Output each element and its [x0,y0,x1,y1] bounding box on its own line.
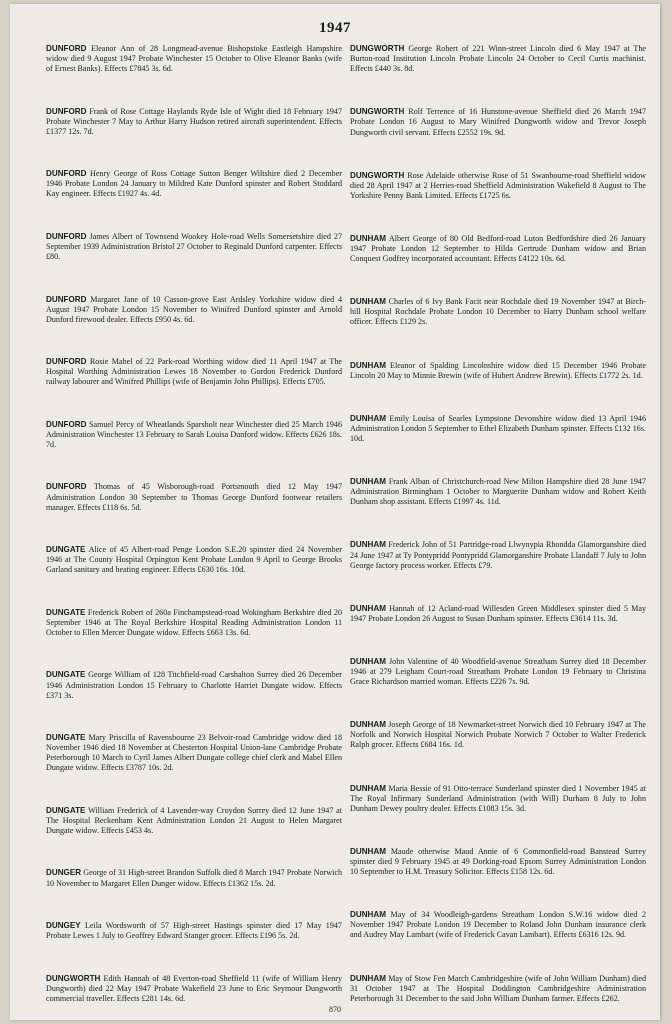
entry-surname: DUNGWORTH [350,44,405,53]
probate-entry [350,234,646,264]
entry-surname: DUNHAM [350,233,386,243]
entry-text: Rosie Mabel of 22 Park-road Worthing widow died 11 April 1947 at The Hospital Worthing Administration Lewes 18 November to Gordon Frederick Dunford railway labourer and Winifred Phillips (wife of Benjamin John Phillips). Effects £705. [46,357,342,387]
entry-surname: DUNHAM [350,540,386,550]
entry-text: William Frederick of 4 Lavender-way Croydon Surrey died 12 June 1947 at The Hospital Beckenham Kent Administration London 21 August to Helen Margaret Dungate widow. Effects £453 4s. [46,805,342,835]
entry-surname: DUNFORD [46,294,87,304]
entry-text: Hannah of 12 Acland-road Willesden Green Middlesex spinster died 5 May 1947 Probate London 26 August to Susan Dunham spinster. Effects £3614 11s. 3d. [350,603,646,623]
right-column [350,44,646,1004]
page-number: 870 [329,1005,341,1014]
entry-surname: DUNGWORTH [46,973,101,983]
entry-text: James Albert of Townsend Wookey Hole-road Wells Somersetshire died 27 September 1939 Administration Bristol 27 October to Reginald Dunford carpenter. Effects £80. [46,231,342,262]
entry-surname: DUNGATE [46,545,86,555]
entry-surname: DUNHAM [350,846,386,856]
entry-text: Leila Wordsworth of 57 High-street Hastings spinster died 17 May 1947 Probate Lewes 1 July to Geoffrey Edward Stanger grocer. Effects £196 5s. 2d. [46,920,342,941]
probate-entry [46,295,342,325]
entry-surname: DUNHAM [350,297,386,307]
entry-surname: DUNGEY [46,920,81,930]
probate-entry [46,357,342,387]
entry-surname: DUNFORD [46,106,87,116]
probate-entry [350,847,646,877]
probate-entry [46,608,342,638]
probate-entry [350,44,646,74]
probate-entry [350,414,646,444]
entry-text: Maude otherwise Maud Annie of 6 Commonfield-road Banstead Surrey spinster died 9 February 1945 at 49 Dorking-road Epsom Surrey Administration London 10 September to H.M. Treasury Solicitor. Effects £158 12s. 6d. [350,846,646,877]
left-column [46,44,342,1004]
entry-surname: DUNHAM [350,783,386,793]
probate-entry [46,868,342,888]
entry-surname: DUNHAM [350,656,386,666]
register-page [10,4,660,1020]
entry-text: George of 31 High-street Brandon Suffolk died 8 March 1947 Probate Norwich 10 November to Margaret Ellen Dunger widow. Effects £1362 15s. 2d. [46,868,342,888]
entry-text: Eleanor Ann of 28 Longmead-avenue Bishopstoke Eastleigh Hampshire widow died 9 August 1947 Probate Winchester 15 October to Olive Eleanor Banks (wife of Ernest Banks). Effects £7845 3s. 6d. [46,44,342,74]
entry-text: Frank Alban of Christchurch-road New Milton Hampshire died 28 June 1947 Administration Birmingham 1 October to Marguerite Dunham widow and Robert Keith Dunham shop assistant. Effects £1997 4s. 11d. [350,477,646,507]
entry-surname: DUNGATE [46,733,86,743]
entry-text: Rolf Terrence of 16 Hunstone-avenue Sheffield died 26 March 1947 Probate London 16 August to Mary Winifred Dungworth widow and Trevor Joseph Dungworth civil servant. Effects £2552 19s. 9d. [350,107,646,137]
entry-text: Rose Adelaide otherwise Rose of 51 Swanbourne-road Sheffield widow died 28 April 1947 at 2 Herries-road Sheffield Administration Wakefield 8 August to The Yorkshire Penny Bank Limited. Effects £1725 6s. [350,170,646,200]
probate-entry [350,974,646,1004]
entry-surname: DUNGER [46,868,82,878]
entry-surname: DUNGATE [46,607,86,617]
probate-entry [46,232,342,262]
entry-surname: DUNGWORTH [350,107,405,117]
probate-entry [350,361,646,381]
entry-surname: DUNFORD [46,482,87,492]
entry-surname: DUNFORD [46,357,87,367]
entry-text: Eleanor of Spalding Lincolnshire widow died 15 December 1946 Probate Lincoln 20 May to Minnie Brewin (wife of Hubert Andrew Brewin). Effects £1772 2s. 1d. [350,360,647,380]
entry-surname: DUNGATE [46,670,86,680]
probate-entry [46,806,342,836]
entry-text: Henry George of Ross Cottage Sutton Benger Wiltshire died 2 December 1946 Probate London 24 January to Mildred Kate Dunford spinster and Robert Stoddard Kay engineer. Effects £1927 4s. 4d. [46,169,342,199]
entry-text: Maria Bessie of 91 Otto-terrace Sunderland spinster died 1 November 1945 at The Royal Infirmary Sunderland Administration (with Will) Durham 8 July to John Dunham Dewey poultry dealer. Effects £1083 15s. 3d. [350,783,646,813]
entry-text: John Valentine of 40 Woodfield-avenue Streatham Surrey died 18 December 1946 at 279 Leigham Court-road Streatham Probate London 19 February to Christina Grace Richardson married woman. Effects £226 7s. 9d. [350,656,647,687]
entry-text: Samuel Percy of Wheatlands Sparsholt near Winchester died 25 March 1946 Administration Winchester 13 February to Sarah Louisa Dunford widow. Effects £626 18s. 7d. [46,419,342,450]
probate-entry [350,910,646,940]
probate-entry [350,784,646,814]
entry-surname: DUNGATE [46,805,86,815]
probate-entry [46,482,342,512]
entry-text: Mary Priscilla of Ravensbourne 23 Belvoir-road Cambridge widow died 18 November 1946 died 18 November at Chesterton Hospital Union-lane Cambridge Probate Peterborough 10 March to Cyril James Albert Dungate college chief clerk and Mabel Ellen Dungate widow. Effects £3787 10s. 2d. [46,733,342,773]
entry-surname: DUNHAM [350,477,386,487]
entry-text: Frank of Rose Cottage Haylands Ryde Isle of Wight died 18 February 1947 Probate Winchester 7 May to Arthur Harry Hudson retired aircraft superintendent. Effects £1377 12s. 7d. [46,106,342,136]
entry-surname: DUNHAM [350,603,386,613]
entry-surname: DUNFORD [46,44,87,53]
entry-text: Emily Louisa of Searles Lympstone Devonshire widow died 13 April 1946 Administration London 5 September to Ethel Elizabeth Dunham spinster. Effects £132 16s. 10d. [350,413,646,443]
entry-text: George Robert of 221 Winn-street Lincoln died 6 May 1947 at The Burton-road Institution Lincoln Probate Lincoln 24 October to Cecil Curtis machinist. Effects £440 3s. 8d. [350,44,646,74]
probate-entry [46,169,342,199]
entry-text: Alice of 45 Albert-road Penge London S.E.20 spinster died 24 November 1946 at The County Hospital Orpington Kent Probate London 9 April to George Brooks Garland sanitary and heating engineer. Effects £630 16s. 10d. [46,545,342,575]
probate-entry [350,477,646,507]
page-year-heading: 1947 [319,20,351,36]
entry-text: Thomas of 45 Wisborough-road Portsmouth died 12 May 1947 Administration London 30 September to Thomas George Dunford footwear retailers manager. Effects £118 6s. 5d. [46,482,342,512]
entry-text: George William of 128 Titchfield-road Carshalton Surrey died 26 December 1946 Administration London 15 February to Charlotte Harriet Dungate widow. Effects £371 3s. [46,670,342,700]
entry-text: Charles of 6 Ivy Bank Facit near Rochdale died 19 November 1947 at Birch-hill Hospital Rochdale Probate London 10 December to Harry Dunham school welfare officer. Effects £129 2s. [350,297,646,327]
entry-surname: DUNHAM [350,720,386,730]
probate-entry [350,107,646,137]
entry-surname: DUNHAM [350,413,386,423]
probate-entry [350,171,646,201]
entry-surname: DUNFORD [46,419,87,429]
entry-text: Joseph George of 18 Newmarket-street Norwich died 10 February 1947 at The Norfolk and Norwich Hospital Norwich Probate Norwich 7 October to Walter Frederick Ralph grocer. Effects £684 16s. 1d. [350,720,646,750]
probate-entry [46,974,342,1004]
entry-text: Albert George of 80 Old Bedford-road Luton Bedfordshire died 26 January 1947 Probate London 12 September to Hilda Gertrude Dunham widow and Brian Conquest Godfrey incorporated accountant. Effects £4122 10s. 6d. [350,233,647,264]
entry-surname: DUNHAM [350,360,386,370]
probate-entry [46,733,342,773]
entry-text: Frederick John of 51 Partridge-road Llwynypia Rhondda Glamorganshire died 24 June 1947 at Ty Pontypridd Pontypridd Glamorganshire Probate Llandaff 7 July to John George factory process worker. Effects £79. [350,540,646,570]
probate-entry [350,604,646,624]
probate-entry [350,657,646,687]
entry-text: May of 34 Woodleigh-gardens Streatham London S.W.16 widow died 2 November 1947 Probate London 19 December to Roland John Dunham insurance clerk and Audrey May Lambart (wife of Frederick Cavan Lambart). Effects £6316 12s. 9d. [350,910,646,940]
probate-entry [46,670,342,700]
entry-text: May of Stow Fen March Cambridgeshire (wife of John William Dunham) died 31 October 1947 at The Hospital Doddington Cambridgeshire Administration Peterborough 31 December to the said John William Dunham farmer. Effects £262. [350,973,646,1003]
probate-entry [46,107,342,137]
entry-text: Frederick Robert of 260a Finchampstead-road Wokingham Berkshire died 20 September 1946 at The Royal Berkshire Hospital Reading Administration London 11 October to Ellen Mercer Dungate widow. Effects £663 13s. 6d. [46,607,342,637]
entry-surname: DUNFORD [46,231,87,241]
probate-entry [350,720,646,750]
entry-text: Margaret Jane of 10 Casson-grove East Ardsley Yorkshire widow died 4 August 1947 Probate London 15 November to Winifred Dunford spinster and Arnold Dunford firewood dealer. Effects £950 4s. 6d. [46,294,342,324]
probate-entry [350,297,646,327]
probate-entry [46,420,342,450]
entry-surname: DUNGWORTH [350,170,405,180]
probate-entry [46,545,342,575]
entry-surname: DUNHAM [350,973,386,983]
entry-surname: DUNFORD [46,169,87,179]
probate-entry [46,44,342,74]
probate-entry [350,540,646,570]
entry-surname: DUNHAM [350,910,386,920]
entry-text: Edith Hannah of 48 Everton-road Sheffield 11 (wife of William Henry Dungworth) died 22 May 1947 Probate Wakefield 23 June to Eric Seymour Dungworth commercial traveller. Effects £281 14s. 6d. [46,973,342,1003]
probate-entry [46,921,342,941]
